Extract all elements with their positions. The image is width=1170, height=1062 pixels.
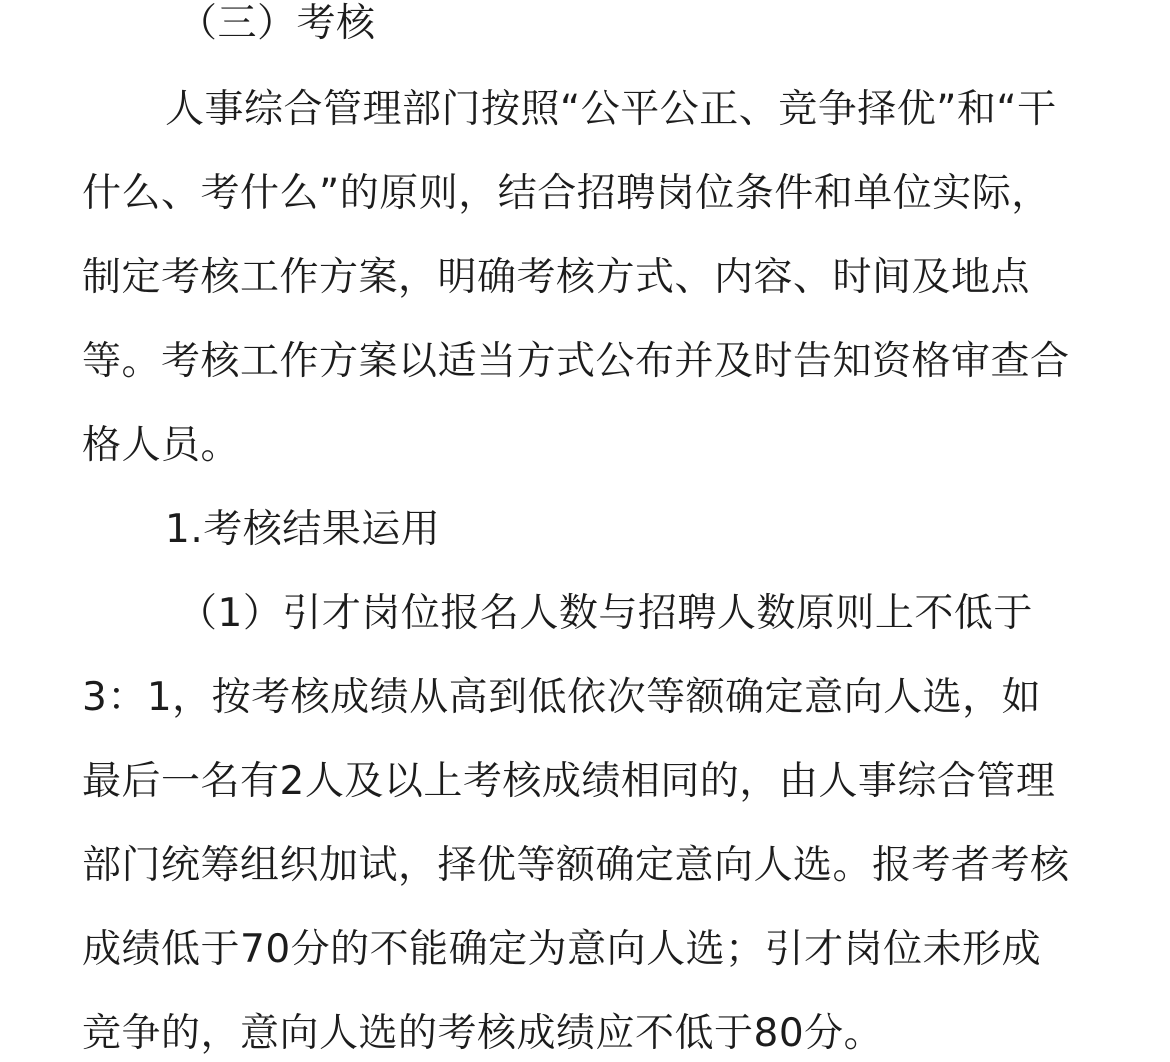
paragraph-line: 人事综合管理部门按照“公平公正、竞争择优”和“干 <box>165 87 1057 132</box>
subheading: 1.考核结果运用 <box>165 507 441 552</box>
paragraph-line: 最后一名有2人及以上考核成绩相同的，由人事综合管理 <box>82 759 1056 804</box>
paragraph-line: 竞争的，意向人选的考核成绩应不低于80分。 <box>82 1011 884 1056</box>
paragraph-line: 什么、考什么”的原则，结合招聘岗位条件和单位实际， <box>82 171 1051 216</box>
paragraph-line: 等。考核工作方案以适当方式公布并及时告知资格审查合 <box>82 339 1070 384</box>
paragraph-line: 3：1，按考核成绩从高到低依次等额确定意向人选，如 <box>82 675 1042 720</box>
paragraph-line: （1）引才岗位报名人数与招聘人数原则上不低于 <box>178 591 1033 636</box>
section-heading: （三）考核 <box>178 1 376 46</box>
paragraph-line: 成绩低于70分的不能确定为意向人选；引才岗位未形成 <box>82 927 1042 972</box>
paragraph-line: 部门统筹组织加试，择优等额确定意向人选。报考者考核 <box>82 843 1070 888</box>
paragraph-line: 制定考核工作方案，明确考核方式、内容、时间及地点 <box>82 255 1031 300</box>
paragraph-line: 格人员。 <box>82 423 241 468</box>
